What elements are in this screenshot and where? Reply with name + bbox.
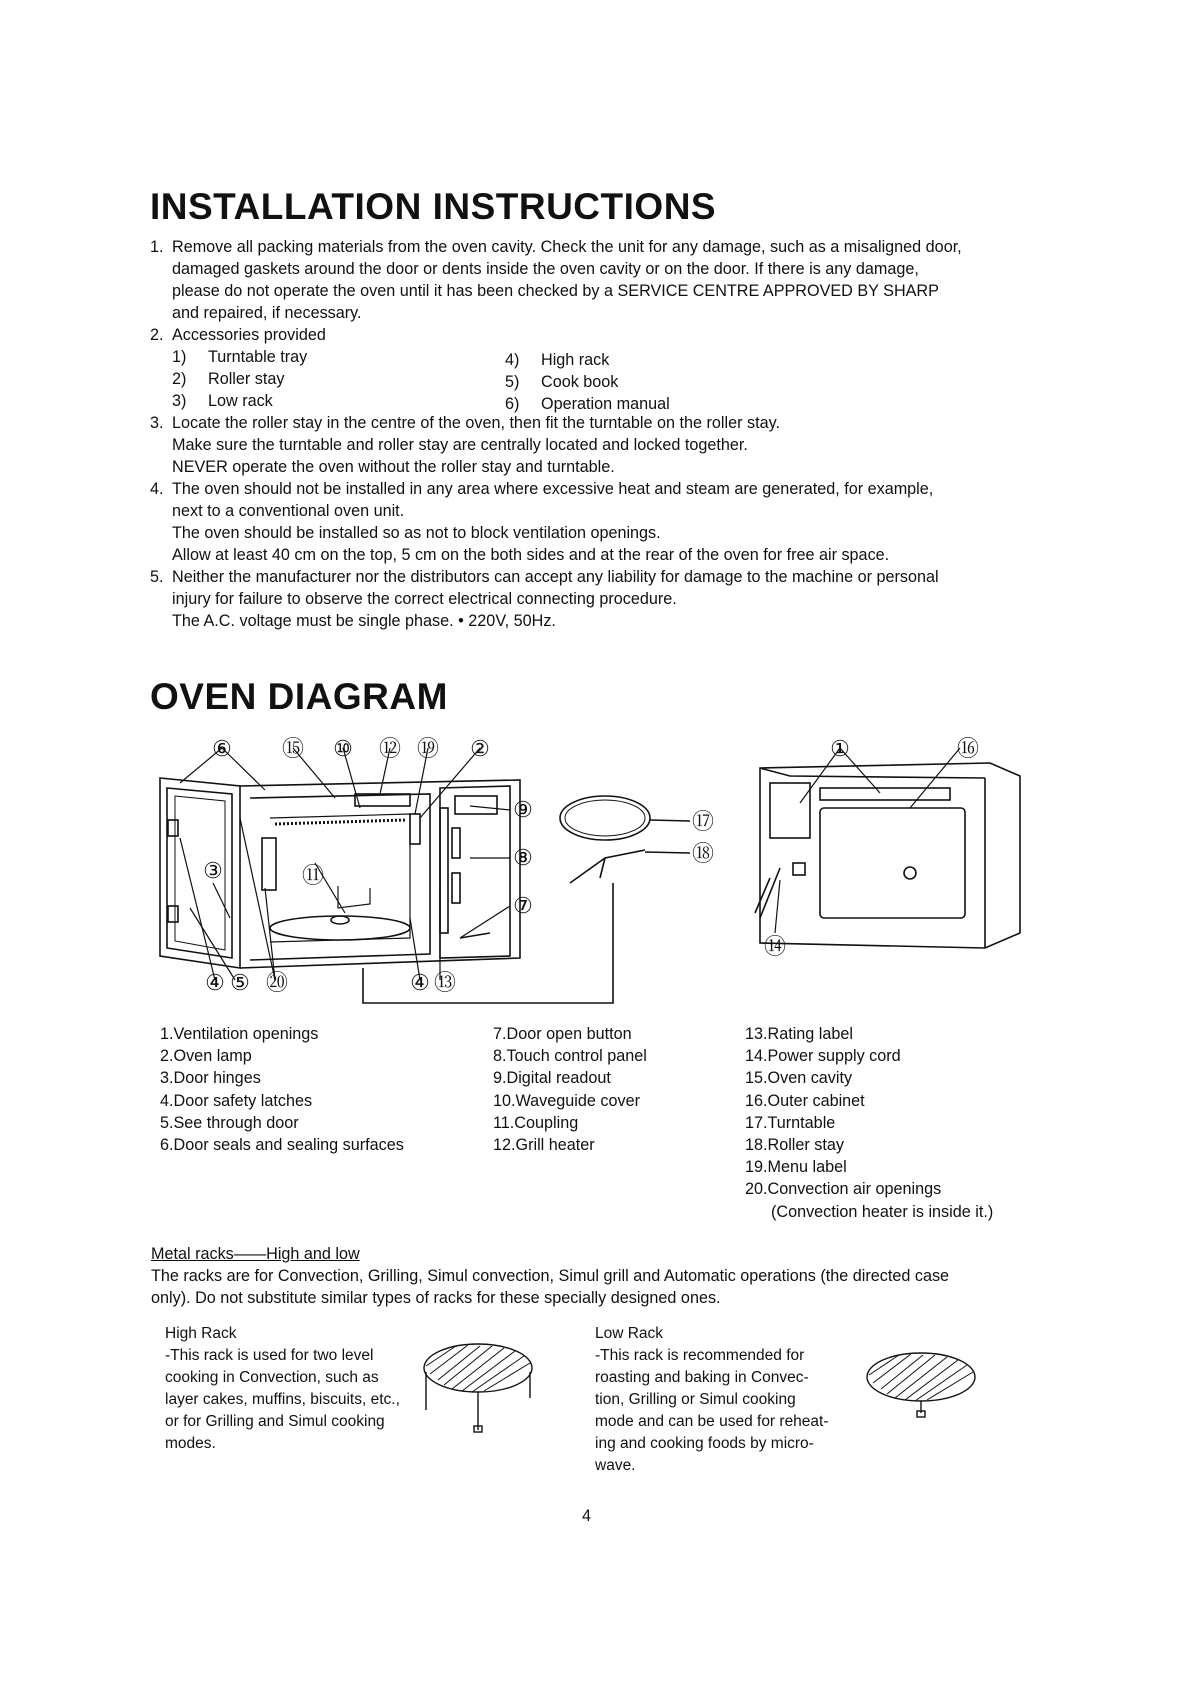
install-items-3-5: 3. Locate the roller stay in the centre of the oven, then fit the turntable on the roller stay. Make sure the turntable and roller stay are centrally located and locked together. NEVER operate the oven without the roller stay and turntable. 4. The oven should not be installed in any area where excessive heat and steam are generated, for example, next to a conventional oven unit. The oven should be installed so as not to block ventilation openings. Allow at least 40 cm on the top, 5 cm on the both sides and at the rear of the oven for free air space. 5. Neither the manufacturer nor the distributors can accept any liability for damage to the machine or personal injury for failure to observe the correct electrical connecting procedure. The A.C. voltage must be single phase. • 220V, 50Hz.	[150, 414, 939, 630]
back-oven-drawing	[755, 763, 1020, 948]
callout-4b: ④	[410, 970, 430, 995]
callout-9: ⑨	[513, 797, 533, 822]
callout-8: ⑧	[513, 845, 533, 870]
turntable-drawing	[560, 796, 690, 883]
install-item-2: 2. Accessories provided	[150, 326, 326, 344]
callout-3: ③	[203, 858, 223, 883]
callout-1: ①	[830, 736, 850, 761]
installation-title: INSTALLATION INSTRUCTIONS	[150, 186, 717, 227]
callout-19: ⑲	[416, 736, 440, 761]
callout-7: ⑦	[513, 893, 533, 918]
oven-diagram-title: OVEN DIAGRAM	[150, 676, 448, 717]
high-rack-text: High Rack -This rack is used for two level cooking in Convection, such as layer cakes, muffins, biscuits, etc., or for Grilling and Simul cooking modes.	[165, 1325, 400, 1452]
callout-20: ⑳	[265, 970, 289, 995]
callout-18: ⑱	[691, 841, 715, 866]
page-number: 4	[582, 1507, 592, 1525]
oven-diagram-illustration	[0, 728, 1191, 1028]
callout-5: ⑤	[230, 970, 250, 995]
low-rack-text: Low Rack -This rack is recommended for roasting and baking in Convec- tion, Grilling or Simul cooking mode and can be used for reheat- ing and cooking foods by micro- wave.	[595, 1325, 829, 1474]
parts-list-col2: 7.Door open button 8.Touch control panel 9.Digital readout 10.Waveguide cover 11.Coupling 12.Grill heater	[493, 1025, 647, 1154]
accessories-left: 1) Turntable tray 2) Roller stay 3) Low rack	[172, 348, 308, 410]
parts-list-col3: 13.Rating label 14.Power supply cord 15.Oven cavity 16.Outer cabinet 17.Turntable 18.Roller stay 19.Menu label 20.Convection air openings (Convection heater is inside it.)	[745, 1025, 994, 1221]
callout-10: ⑩	[333, 736, 353, 761]
callout-13: ⑬	[433, 970, 457, 995]
callout-14: ⑭	[763, 934, 787, 959]
low-rack-illustration	[863, 1347, 983, 1427]
callout-17: ⑰	[691, 809, 715, 834]
callout-15: ⑮	[281, 736, 305, 761]
install-item-1: 1. Remove all packing materials from the oven cavity. Check the unit for any damage, such as a misaligned door, damaged gaskets around the door or dents inside the oven cavity or on the door. If there is any damage, please do not operate the oven until it has been checked by a SERVICE CENTRE APPROVED BY SHARP and repaired, if necessary.	[150, 238, 962, 322]
racks-intro: The racks are for Convection, Grilling, Simul convection, Simul grill and Automatic operations (the directed case only). Do not substitute similar types of racks for these specially designed ones.	[151, 1267, 950, 1307]
callout-6: ⑥	[212, 736, 232, 761]
racks-heading: Metal racks——High and low	[151, 1245, 360, 1263]
parts-list-col1: 1.Ventilation openings 2.Oven lamp 3.Door hinges 4.Door safety latches 5.See through door 6.Door seals and sealing surfaces	[160, 1025, 404, 1154]
callout-11: ⑪	[301, 863, 325, 888]
callout-2: ②	[470, 736, 490, 761]
callout-16: ⑯	[956, 736, 980, 761]
accessories-right: 4) High rack 5) Cook book 6) Operation manual	[505, 351, 670, 413]
high-rack-illustration	[420, 1338, 540, 1438]
callout-4: ④	[205, 970, 225, 995]
callout-12: ⑫	[378, 736, 402, 761]
